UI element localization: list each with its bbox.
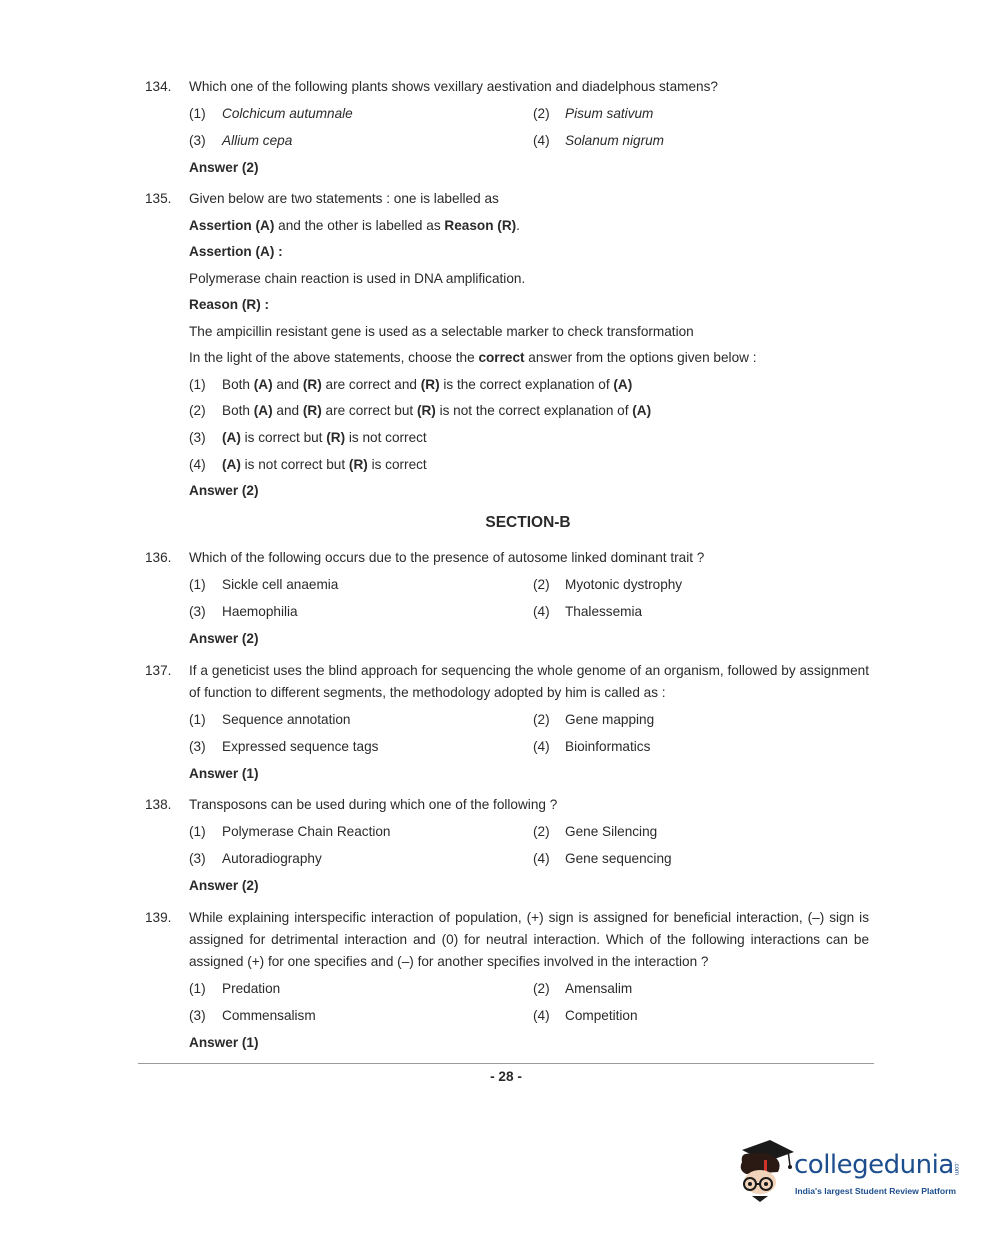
text-fragment: answer from the options given below : — [524, 350, 757, 365]
reason-text: The ampicillin resistant gene is used as a selectable marker to check transformation — [189, 324, 694, 339]
text-fragment: Both — [222, 403, 254, 418]
text-fragment: are correct and — [321, 377, 421, 392]
question-number: 138. — [145, 797, 172, 812]
reason-term: Reason (R) — [444, 218, 517, 233]
term: (R) — [302, 403, 322, 418]
option-number: (2) — [533, 106, 550, 121]
term: (R) — [348, 457, 368, 472]
text-fragment: . — [516, 218, 520, 233]
option-text: Thalessemia — [565, 604, 643, 619]
text-fragment: is correct — [367, 457, 427, 472]
option-number: (1) — [189, 106, 206, 121]
assertion-term: Assertion (A) — [189, 218, 275, 233]
option-text: Myotonic dystrophy — [565, 577, 683, 592]
text-fragment: Both — [222, 377, 254, 392]
option-number: (2) — [533, 712, 550, 727]
option-text: Gene mapping — [565, 712, 655, 727]
instruction-text — [189, 349, 757, 367]
term: (A) — [632, 403, 652, 418]
option-number: (4) — [533, 133, 550, 148]
text-fragment: is not correct but — [240, 457, 349, 472]
emphasis: correct — [478, 350, 525, 365]
question-text — [189, 217, 520, 235]
text-fragment: are correct but — [321, 403, 417, 418]
option-number: (3) — [189, 430, 206, 445]
option-text: Sequence annotation — [222, 712, 351, 727]
option-number: (2) — [189, 403, 206, 418]
option-number: (2) — [533, 824, 550, 839]
answer-label: Answer (2) — [189, 160, 259, 175]
question-text: Which one of the following plants shows vexillary aestivation and diadelphous stamens? — [189, 79, 718, 94]
option-number: (3) — [189, 133, 206, 148]
option-text: Gene Silencing — [565, 824, 658, 839]
option-number: (2) — [533, 981, 550, 996]
answer-label: Answer (1) — [189, 1035, 259, 1050]
option-text: Pisum sativum — [565, 106, 654, 121]
brand-tagline: India's largest Student Review Platform — [795, 1186, 957, 1196]
option-text: Polymerase Chain Reaction — [222, 824, 391, 839]
footer-divider — [138, 1063, 874, 1064]
option-text: Colchicum autumnale — [222, 106, 353, 121]
question-number: 134. — [145, 79, 172, 94]
term: (A) — [253, 377, 273, 392]
assertion-text: Polymerase chain reaction is used in DNA amplification. — [189, 271, 526, 286]
option-text: Competition — [565, 1008, 638, 1023]
text-fragment: is not the correct explanation of — [435, 403, 633, 418]
option-text — [222, 402, 651, 420]
option-text — [222, 456, 427, 474]
answer-label: Answer (1) — [189, 766, 259, 781]
term: (A) — [253, 403, 273, 418]
option-text: Bioinformatics — [565, 739, 651, 754]
question-number: 137. — [145, 663, 172, 678]
assertion-label: Assertion (A) : — [189, 244, 283, 259]
option-number: (4) — [533, 1008, 550, 1023]
term: (R) — [420, 377, 440, 392]
option-number: (2) — [533, 577, 550, 592]
option-number: (1) — [189, 824, 206, 839]
question-number: 136. — [145, 550, 172, 565]
section-title: SECTION-B — [485, 514, 571, 531]
option-number: (1) — [189, 981, 206, 996]
collegedunia-logo — [736, 1136, 966, 1208]
option-text: Sickle cell anaemia — [222, 577, 339, 592]
option-text: Allium cepa — [222, 133, 293, 148]
question-text: While explaining interspecific interaction of population, (+) sign is assigned for beneficial interaction, (–) sign is assigned for detrimental interaction and (0) for neutral interaction. Which of the following interactions can be assigned (+) for one specifies and (–) for another specifies involved in the interaction ? — [189, 910, 869, 969]
question-text: Transposons can be used during which one of the following ? — [189, 797, 558, 812]
question-number: 139. — [145, 910, 172, 925]
answer-label: Answer (2) — [189, 631, 259, 646]
text-fragment: In the light of the above statements, choose the — [189, 350, 479, 365]
option-text: Expressed sequence tags — [222, 739, 379, 754]
option-text: Amensalim — [565, 981, 633, 996]
option-number: (3) — [189, 851, 206, 866]
option-text: Commensalism — [222, 1008, 316, 1023]
option-text — [222, 376, 632, 394]
question-number: 135. — [145, 191, 172, 206]
option-number: (4) — [189, 457, 206, 472]
option-number: (1) — [189, 377, 206, 392]
reason-label: Reason (R) : — [189, 297, 270, 312]
option-text: Gene sequencing — [565, 851, 672, 866]
answer-label: Answer (2) — [189, 878, 259, 893]
text-fragment: is correct but — [240, 430, 327, 445]
question-text: If a geneticist uses the blind approach for sequencing the whole genome of an organism, followed by assignment of function to different segments, the methodology adopted by him is called as : — [189, 663, 869, 700]
brand-name: collegedunia — [794, 1150, 954, 1180]
term: (R) — [326, 430, 346, 445]
option-text: Autoradiography — [222, 851, 322, 866]
mascot-icon — [736, 1136, 796, 1208]
term: (A) — [222, 430, 241, 445]
answer-label: Answer (2) — [189, 483, 259, 498]
question-text: Given below are two statements : one is labelled as — [189, 191, 499, 206]
option-text: Predation — [222, 981, 281, 996]
option-number: (1) — [189, 712, 206, 727]
option-number: (4) — [533, 604, 550, 619]
brand-domain: .com — [953, 1162, 959, 1176]
text-fragment: and the other is labelled as — [274, 218, 445, 233]
option-text: Solanum nigrum — [565, 133, 664, 148]
option-number: (3) — [189, 739, 206, 754]
text-fragment: is not correct — [345, 430, 427, 445]
option-text — [222, 429, 427, 447]
term: (R) — [302, 377, 322, 392]
term: (A) — [613, 377, 633, 392]
option-text: Haemophilia — [222, 604, 298, 619]
option-number: (4) — [533, 851, 550, 866]
option-number: (3) — [189, 1008, 206, 1023]
question-text: Which of the following occurs due to the presence of autosome linked dominant trait ? — [189, 550, 705, 565]
text-fragment: and — [272, 403, 303, 418]
text-fragment: is the correct explanation of — [439, 377, 614, 392]
term: (A) — [222, 457, 241, 472]
page-number: - 28 - — [490, 1069, 522, 1084]
term: (R) — [416, 403, 436, 418]
option-number: (1) — [189, 577, 206, 592]
text-fragment: and — [272, 377, 303, 392]
option-number: (3) — [189, 604, 206, 619]
option-number: (4) — [533, 739, 550, 754]
